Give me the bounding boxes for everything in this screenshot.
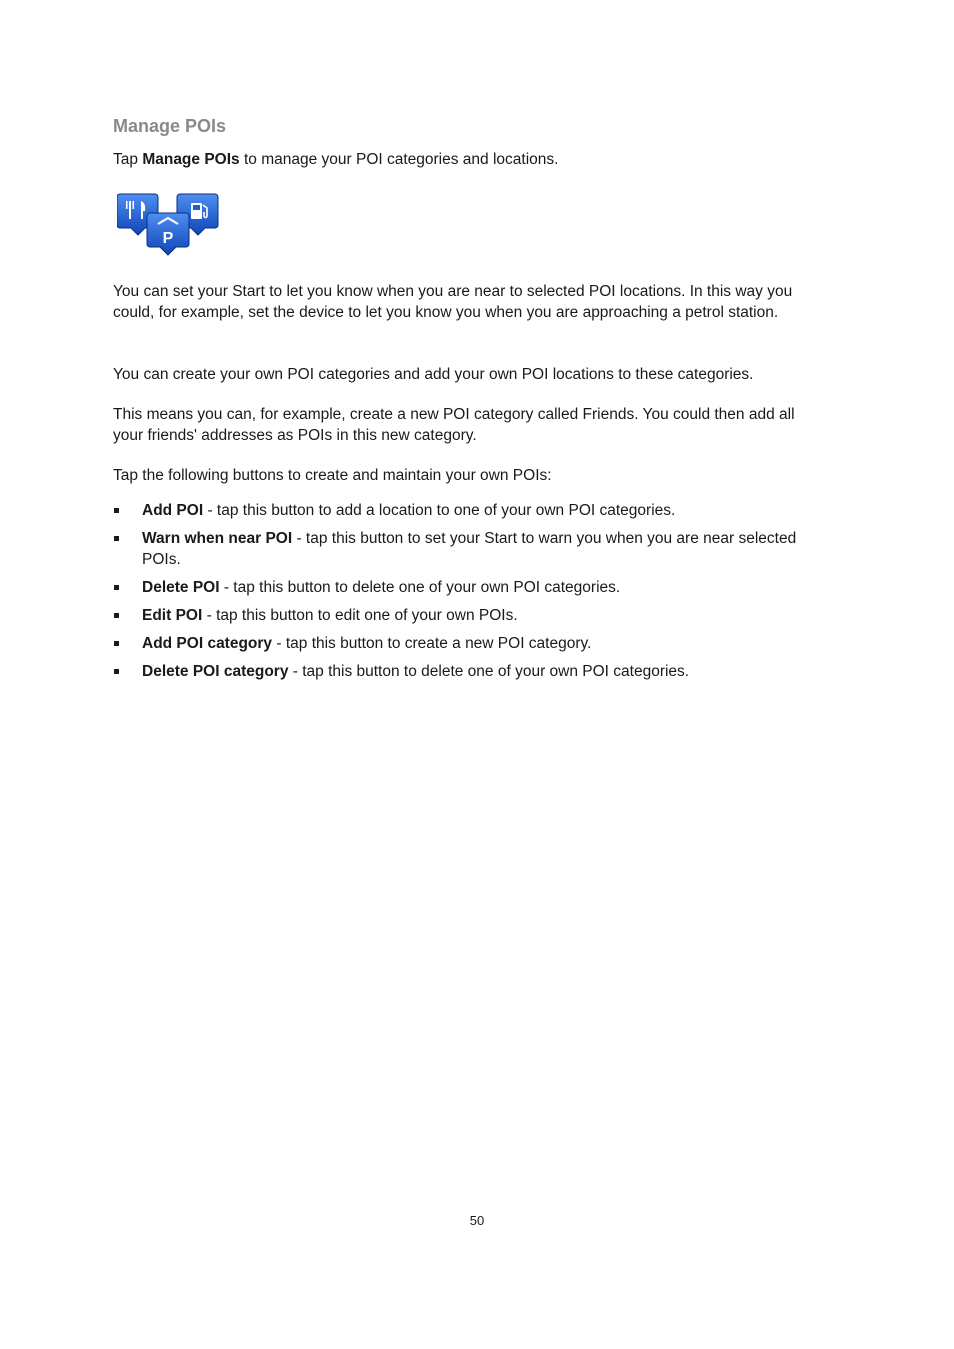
bullet-icon: [114, 585, 119, 590]
paragraph-2: You can create your own POI categories and add your own POI locations to these categories.: [113, 366, 754, 383]
svg-text:P: P: [162, 230, 174, 247]
paragraph-3: This means you can, for example, create a new POI category called Friends. You could then add all your friends' addresses as POIs in this new category.: [113, 406, 795, 444]
list-item: [113, 528, 828, 570]
list-item-text: - tap this button to add a location to one of your own POI categories.: [203, 502, 676, 519]
list-item-text: - tap this button to edit one of your own POIs.: [202, 607, 518, 624]
list-item: [113, 577, 828, 598]
list-item-text: - tap this button to create a new POI category.: [272, 635, 592, 652]
bullet-icon: [114, 641, 119, 646]
bullet-icon: [114, 536, 119, 541]
list-item: [113, 500, 828, 521]
list-item: [113, 605, 828, 626]
bullet-icon: [114, 613, 119, 618]
list-item: [113, 661, 828, 682]
bullet-icon: [114, 669, 119, 674]
intro-prefix: Tap: [113, 151, 143, 168]
paragraph-4: Tap the following buttons to create and maintain your own POIs:: [113, 467, 552, 484]
paragraph-1: You can set your Start to let you know when you are near to selected POI locations. In this way you could, for example, set the device to let you know you when you are approaching a petrol station.: [113, 283, 793, 321]
list-item-label: Add POI category: [142, 635, 273, 652]
list-item-label: Delete POI category: [142, 663, 289, 680]
bullet-icon: [114, 508, 119, 513]
list-item-text: - tap this button to delete one of your own POI categories.: [288, 663, 690, 680]
list-item: [113, 633, 828, 654]
intro-paragraph: [113, 149, 828, 170]
manage-pois-icon: [117, 191, 221, 261]
list-item-label: Delete POI: [142, 579, 220, 596]
parking-icon: [147, 213, 189, 255]
page-number: 50: [469, 1213, 485, 1228]
button-list: [113, 500, 828, 689]
list-item-label: Warn when near POI: [142, 530, 293, 547]
section-heading: Manage POIs: [113, 116, 227, 136]
intro-bold: Manage POIs: [142, 151, 240, 168]
list-item-label: Add POI: [142, 502, 204, 519]
list-item-text: - tap this button to set your Start to warn you when you are near selected POIs.: [142, 530, 797, 568]
list-item-text: - tap this button to delete one of your own POI categories.: [219, 579, 621, 596]
list-item-label: Edit POI: [142, 607, 203, 624]
intro-suffix: to manage your POI categories and locations.: [239, 151, 559, 168]
